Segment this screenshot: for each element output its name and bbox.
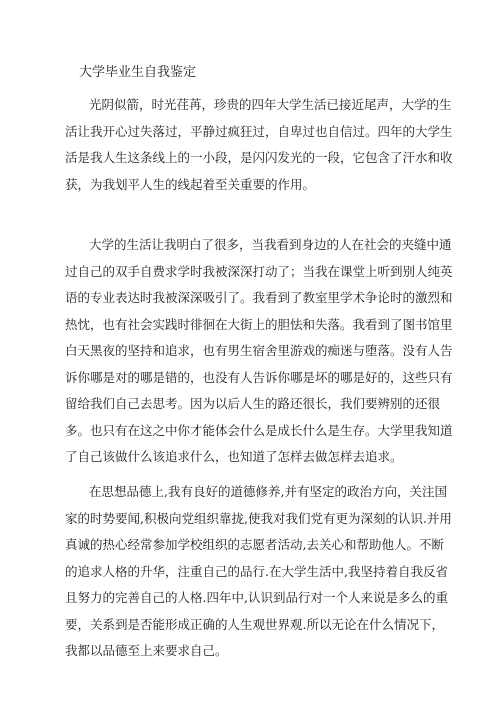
text-line: 家的时势要闻,积极向党组织靠拢,使我对我们党有更为深刻的认识.并用 (65, 510, 452, 526)
text-line: 我都以品德至上来要求自己。 (65, 643, 228, 658)
text-line: 活是我人生这条线上的一小段，是闪闪发光的一段，它包含了汗水和收 (65, 150, 453, 165)
text-line: 活让我开心过失落过，平静过疯狂过，自卑过也自信过。四年的大学生 (65, 123, 453, 139)
document-title: 大学毕业生自我鉴定 (79, 65, 197, 80)
text-line: 白天黑夜的坚持和追求，也有男生宿舍里游戏的痴迷与堕落。没有人告 (65, 343, 453, 358)
text-line: 且努力的完善自己的人格.四年中,认识到品行对一个人来说是多么的重 (65, 590, 448, 605)
text-line: 语的专业表达时我被深深吸引了。我看到了教室里学术争论时的激烈和 (65, 290, 453, 305)
paragraph-3 (65, 479, 452, 665)
text-line: 真诚的热心经常参加学校组织的志愿者活动,去关心和帮助他人。不断 (65, 537, 444, 552)
text-line: 大学的生活让我明白了很多，当我看到身边的人在社会的夹缝中通 (89, 237, 452, 252)
paragraph-2 (65, 232, 453, 471)
text-line: 热忱，也有社会实践时徘徊在大街上的胆怯和失落。我看到了图书馆里 (65, 316, 453, 332)
text-line: 光阴似箭，时光荏苒，珍贵的四年大学生活已接近尾声，大学的生 (89, 97, 452, 112)
text-line: 留给我们自己去思考。因为以后人生的路还很长，我们要辨别的还很 (65, 396, 441, 411)
text-line: 要，关系到是否能形成正确的人生观世界观.所以无论在什么情况下， (65, 616, 444, 632)
text-line: 在思想品德上,我有良好的道德修养,并有坚定的政治方向，关注国 (89, 484, 447, 499)
text-line: 获，为我划平人生的线起着至关重要的作用。 (65, 176, 316, 192)
paragraph-1 (65, 92, 453, 198)
text-line: 过自己的双手自费求学时我被深深打动了；当我在课堂上听到别人纯英 (65, 263, 453, 279)
text-line: 多。也只有在这之中你才能体会什么是成长什么是生存。大学里我知道 (65, 422, 453, 438)
text-line: 了自己该做什么该追求什么，也知道了怎样去做怎样去追求。 (65, 449, 403, 464)
text-line: 诉你哪是对的哪是错的，也没有人告诉你哪是坏的哪是好的，这些只有 (65, 369, 453, 385)
text-line: 的追求人格的升华，注重自己的品行.在大学生活中,我坚持着自我反省 (65, 563, 448, 579)
